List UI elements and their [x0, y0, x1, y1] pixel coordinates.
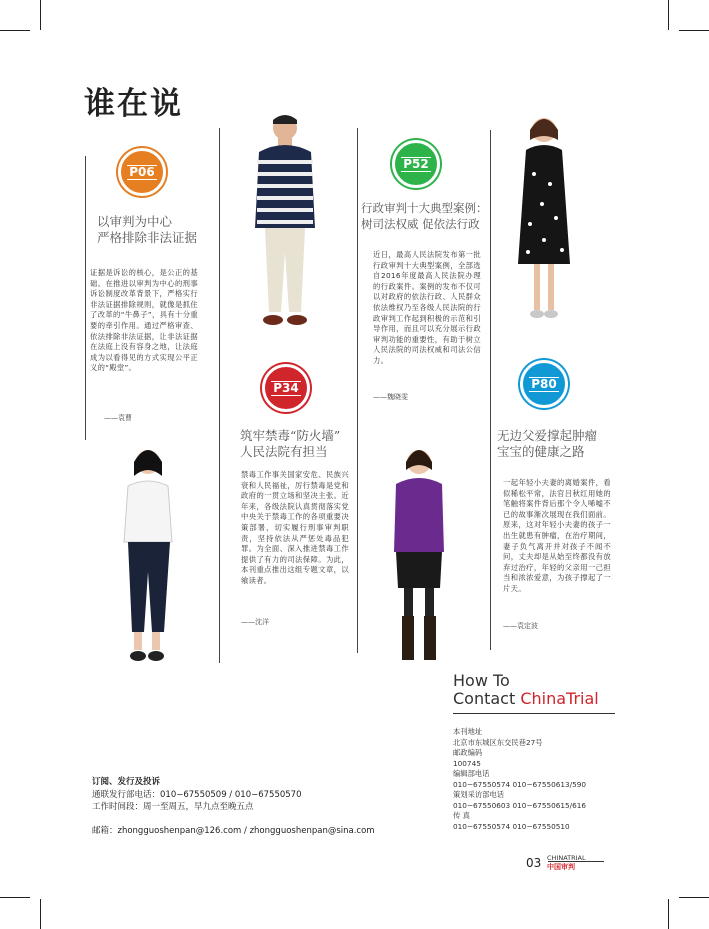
page-badge-p34[interactable]: P34	[262, 364, 310, 412]
contact-info: 本刊地址 北京市东城区东交民巷27号 邮政编码 100745 编辑部电话 010−67550574 010−67550613/590 策划采访部电话 010−67550603 010−67550615/616 传 真 010−67550574 010−67550510	[453, 727, 587, 831]
divider	[453, 713, 615, 714]
column-divider	[490, 130, 491, 650]
subscription-info: 订阅、发行及投诉 通联发行部电话：010−67550509 / 010−67550570 工作时间段：周一至周五，早九点至晚五点	[92, 777, 302, 812]
article-author: ——袁曹	[104, 414, 132, 422]
person-photo-woman-white-blouse	[114, 442, 178, 668]
contact-title: How To Contact ChinaTrial	[453, 671, 599, 708]
person-photo-woman-purple-top	[384, 440, 454, 666]
column-divider	[357, 128, 358, 653]
crop-mark	[40, 899, 41, 929]
page-badge-p06[interactable]: P06	[118, 148, 166, 196]
crop-mark	[0, 30, 30, 31]
crop-mark	[668, 899, 669, 929]
crop-mark	[0, 897, 30, 898]
page-title: 谁在说	[84, 86, 183, 122]
article-headline: 无边父爱撑起肿瘤 宝宝的健康之路	[497, 428, 598, 459]
crop-mark	[679, 897, 709, 898]
article-body: 一起年轻小夫妻的离婚案件，看似稀松平常，法官吕秋红用她的笔触将案件背后那个令人唏嘘不已的故事渐次展现在我们面前。原来，这对年轻小夫妻的孩子一出生就患有肿瘤，在治疗期间，妻子负气离开并对孩子不闻不问，丈夫却是从始至终都没有放弃过治疗，年轻的父亲用一己担当和浓浓爱意，为孩子撑起了一片天。	[503, 478, 611, 593]
crop-mark	[668, 0, 669, 30]
article-author: ——袁定波	[503, 622, 538, 630]
page-number: 03	[526, 856, 542, 870]
column-divider	[85, 156, 86, 440]
person-photo-woman-polka-dot-dress	[514, 114, 574, 326]
crop-mark	[40, 0, 41, 30]
article-headline: 筑牢禁毒“防火墙” 人民法院有担当	[240, 428, 341, 459]
page-badge-p52[interactable]: P52	[392, 140, 440, 188]
article-author: ——魏晓雯	[373, 393, 408, 401]
article-headline: 以审判为中心 严格排除非法证据	[97, 214, 198, 245]
crop-mark	[679, 30, 709, 31]
column-divider	[219, 128, 220, 663]
article-body: 禁毒工作事关国家安危、民族兴衰和人民福祉，厉行禁毒是党和政府的一贯立场和坚决主张。近年来，各级法院认真贯彻落实党中央关于禁毒工作的各项重要决策部署，切实履行刑事审判职责，坚持依法从严惩处毒品犯罪。为全面、深入推进禁毒工作提供了有力的司法保障。为此，本刊重点推出这组专题文章，以飨读者。	[241, 470, 349, 585]
china-trial-logo: CHINATRIAL 中国审判	[547, 854, 586, 871]
article-headline: 行政审判十大典型案例： 树司法权威 促依法行政	[361, 201, 488, 231]
person-photo-man-striped-sweater	[245, 112, 325, 336]
article-author: ——沈洋	[241, 618, 269, 626]
email-info: 邮箱：zhongguoshenpan@126.com / zhongguoshenpan@sina.com	[92, 826, 375, 836]
article-body: 证据是诉讼的核心，是公正的基础。在推进以审判为中心的刑事诉讼制度改革背景下，严格实行非法证据排除规则，就像是抓住了改革的“牛鼻子”，具有十分重要的牵引作用。通过严格审查、依法排除非法证据，让非法证据在法庭上没有容身之地，让法庭成为以看得见的方式实现公平正义的“殿堂”。	[90, 268, 198, 373]
page-badge-p80[interactable]: P80	[520, 360, 568, 408]
article-body: 近日，最高人民法院发布第一批行政审判十大典型案例，全部选自2016年度最高人民法院办理的行政案件。案例的发布不仅可以对政府的依法行政、人民群众依法维权乃至各级人民法院的行政审判工作起到积极的示范和引导作用，而且可以充分展示行政审判功能的重要性，有助于树立人民法院的司法权威和司法公信力。	[373, 250, 481, 365]
